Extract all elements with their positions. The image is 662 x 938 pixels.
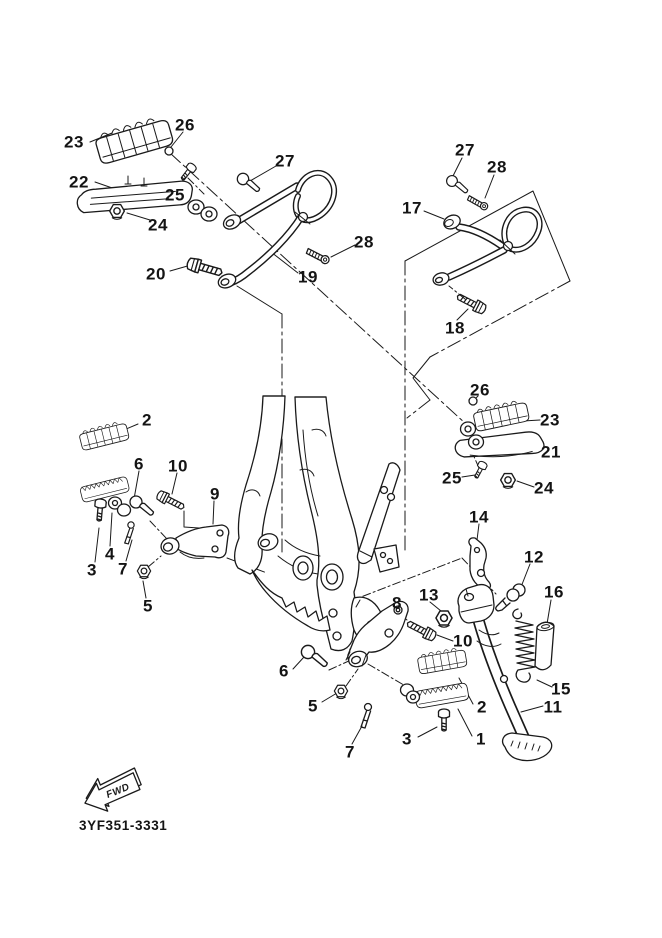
- part-callout-10: 10: [453, 631, 473, 651]
- bracket-17: [432, 210, 540, 287]
- spring-15: [513, 609, 535, 682]
- part-callout-27: 27: [275, 151, 295, 171]
- fwd-arrow: [78, 764, 145, 818]
- drawing-code: 3YF351-3331: [79, 818, 168, 833]
- part-callout-7: 7: [118, 559, 128, 579]
- part-callout-23: 23: [64, 132, 84, 152]
- footrest-front-left-assy: [75, 114, 330, 279]
- front-right-fasteners: [447, 176, 489, 316]
- part-callout-12: 12: [524, 547, 544, 567]
- fwd-arrow-label: FWD: [104, 781, 132, 801]
- part-callout-16: 16: [544, 582, 564, 602]
- part-callout-28: 28: [354, 232, 374, 252]
- part-callout-2: 2: [477, 697, 487, 717]
- part-callout-4: 4: [105, 544, 115, 564]
- part-callout-10: 10: [168, 456, 188, 476]
- part-callout-24: 24: [148, 215, 168, 235]
- part-callout-14: 14: [469, 507, 489, 527]
- part-callout-18: 18: [445, 318, 465, 338]
- part-callout-5: 5: [308, 696, 318, 716]
- part-callout-3: 3: [87, 560, 97, 580]
- part-callout-1: 1: [476, 729, 486, 749]
- part-callout-19: 19: [298, 267, 318, 287]
- part-callout-9: 9: [210, 484, 220, 504]
- part-callout-22: 22: [69, 172, 89, 192]
- part-callout-15: 15: [551, 679, 571, 699]
- ring-26: [165, 147, 173, 155]
- part-callout-6: 6: [279, 661, 289, 681]
- part-callout-26: 26: [470, 380, 490, 400]
- part-callout-27: 27: [455, 140, 475, 160]
- stand-leg-11: [458, 585, 552, 761]
- part-callout-23: 23: [540, 410, 560, 430]
- bracket-14: [469, 538, 490, 589]
- part-callout-25: 25: [165, 185, 185, 205]
- part-callout-13: 13: [419, 585, 439, 605]
- part-callout-24: 24: [534, 478, 554, 498]
- part-callout-8: 8: [392, 593, 402, 613]
- part-callout-6: 6: [134, 454, 144, 474]
- bracket-9: [159, 525, 229, 558]
- part-callout-25: 25: [442, 468, 462, 488]
- frame-section: [235, 396, 400, 651]
- part-callout-11: 11: [543, 697, 563, 717]
- bolt-12: [496, 584, 525, 611]
- collar-16: [535, 621, 554, 669]
- part-callout-17: 17: [402, 198, 422, 218]
- footrest-rider-left-assy: [78, 420, 228, 579]
- part-callout-2: 2: [142, 410, 152, 430]
- part-callout-20: 20: [146, 264, 166, 284]
- part-callout-28: 28: [487, 157, 507, 177]
- part-callout-21: 21: [541, 442, 561, 462]
- part-callout-26: 26: [175, 115, 195, 135]
- footrest-passenger-right-assy: [454, 397, 545, 488]
- part-callout-7: 7: [345, 742, 355, 762]
- part-callout-3: 3: [402, 729, 412, 749]
- part-callout-5: 5: [143, 596, 153, 616]
